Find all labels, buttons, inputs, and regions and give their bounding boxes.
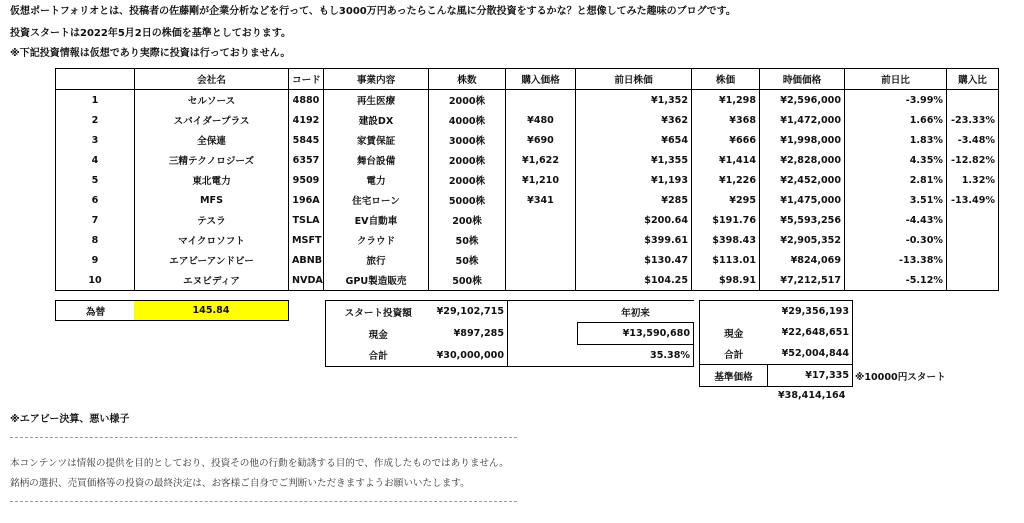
base-price-label: 基準価格	[700, 365, 768, 387]
business: 舞台設備	[324, 150, 429, 170]
ticker-code: ABNB	[289, 250, 324, 270]
header-cell: 前日比	[845, 69, 947, 90]
header-cell: 株数	[429, 69, 506, 90]
ytd-value: ¥13,590,680	[578, 323, 694, 345]
base-price-note: ※10000円スタート	[855, 372, 946, 383]
summary-start-table	[325, 300, 694, 367]
header-cell: 会社名	[135, 69, 289, 90]
prev-price: ¥1,355	[576, 150, 692, 170]
intro-line-3: ※下記投資情報は仮想であり実際に投資は行っておりません。	[10, 48, 291, 59]
purchase-price	[506, 210, 576, 230]
header-cell: 時価価格	[760, 69, 845, 90]
day-change: 1.83%	[845, 130, 947, 150]
purchase-price	[506, 230, 576, 250]
row-number: 9	[56, 250, 135, 270]
market-value: ¥5,593,256	[760, 210, 845, 230]
day-change: -4.43%	[845, 210, 947, 230]
company-name: セルソース	[135, 90, 289, 111]
price: ¥666	[692, 130, 760, 150]
purchase-price	[506, 250, 576, 270]
fx-label: 為替	[55, 300, 136, 321]
prev-price: ¥1,193	[576, 170, 692, 190]
disclaimer-line-1: 本コンテンツは情報の提供を目的としており、投資その他の行動を勧誘する目的で、作成したものではありません。	[10, 458, 509, 469]
purchase-change: -23.33%	[947, 110, 999, 130]
row-number: 4	[56, 150, 135, 170]
current-total-value: ¥52,004,844	[768, 343, 853, 365]
business: クラウド	[324, 230, 429, 250]
table-row	[56, 150, 999, 170]
prev-price: $399.61	[576, 230, 692, 250]
purchase-price: ¥341	[506, 190, 576, 210]
ticker-code: 4880	[289, 90, 324, 111]
start-amount-label: スタート投資額	[326, 301, 431, 323]
company-name: 三精テクノロジーズ	[135, 150, 289, 170]
prev-price: $200.64	[576, 210, 692, 230]
purchase-change: -3.48%	[947, 130, 999, 150]
purchase-price: ¥1,622	[506, 150, 576, 170]
market-value: ¥2,452,000	[760, 170, 845, 190]
business: EV自動車	[324, 210, 429, 230]
shares: 50株	[429, 250, 506, 270]
current-cash-value: ¥22,648,651	[768, 322, 853, 343]
company-name: スパイダープラス	[135, 110, 289, 130]
business: 旅行	[324, 250, 429, 270]
day-change: 4.35%	[845, 150, 947, 170]
shares: 2000株	[429, 150, 506, 170]
market-value: ¥1,998,000	[760, 130, 845, 150]
business: GPU製造販売	[324, 270, 429, 291]
market-value: ¥2,596,000	[760, 90, 845, 111]
market-value: ¥1,475,000	[760, 190, 845, 210]
market-value: ¥7,212,517	[760, 270, 845, 291]
market-value: ¥824,069	[760, 250, 845, 270]
prev-price: ¥654	[576, 130, 692, 150]
header-cell: 株価	[692, 69, 760, 90]
price: ¥368	[692, 110, 760, 130]
row-number: 5	[56, 170, 135, 190]
intro-line-1: 仮想ポートフォリオとは、投稿者の佐藤剛が企業分析などを行って、もし3000万円あったらこんな風に分散投資をするかな？と想像してみた趣味のブログです。	[10, 6, 736, 17]
table-row	[56, 210, 999, 230]
table-row	[56, 190, 999, 210]
business: 家賃保証	[324, 130, 429, 150]
portfolio-table	[55, 68, 999, 291]
company-name: エアビーアンドビー	[135, 250, 289, 270]
shares: 5000株	[429, 190, 506, 210]
shares: 500株	[429, 270, 506, 291]
day-change: -5.12%	[845, 270, 947, 291]
summary-current-table	[699, 300, 853, 387]
extra-value: ¥38,414,164	[778, 390, 846, 401]
day-change: 1.66%	[845, 110, 947, 130]
header-cell: コード	[289, 69, 324, 90]
base-price-value: ¥17,335	[768, 365, 853, 387]
ticker-code: NVDA	[289, 270, 324, 291]
shares: 3000株	[429, 130, 506, 150]
row-number: 1	[56, 90, 135, 111]
start-total-value: ¥30,000,000	[431, 345, 508, 367]
day-change: 2.81%	[845, 170, 947, 190]
airbnb-note: ※エアビー決算、悪い様子	[10, 414, 130, 425]
purchase-change	[947, 230, 999, 250]
day-change: -3.99%	[845, 90, 947, 111]
header-cell: 前日株価	[576, 69, 692, 90]
price: $98.91	[692, 270, 760, 291]
price: $191.76	[692, 210, 760, 230]
market-value: ¥2,905,352	[760, 230, 845, 250]
shares: 4000株	[429, 110, 506, 130]
business: 住宅ローン	[324, 190, 429, 210]
price: $398.43	[692, 230, 760, 250]
table-row	[56, 90, 999, 111]
price: ¥1,298	[692, 90, 760, 111]
disclaimer-line-2: 銘柄の選択、売買価格等の投資の最終決定は、お客様ご自身でご判断いただきますようお願いいたします。	[10, 478, 470, 489]
table-row	[56, 250, 999, 270]
header-cell: 購入価格	[506, 69, 576, 90]
row-number: 3	[56, 130, 135, 150]
row-number: 2	[56, 110, 135, 130]
row-number: 7	[56, 210, 135, 230]
day-change: -13.38%	[845, 250, 947, 270]
ticker-code: 9509	[289, 170, 324, 190]
header-cell: 購入比	[947, 69, 999, 90]
ytd-percent: 35.38%	[578, 345, 694, 367]
purchase-price: ¥480	[506, 110, 576, 130]
purchase-price	[506, 270, 576, 291]
table-row	[56, 170, 999, 190]
company-name: テスラ	[135, 210, 289, 230]
company-name: マイクロソフト	[135, 230, 289, 250]
purchase-change: 1.32%	[947, 170, 999, 190]
shares: 2000株	[429, 170, 506, 190]
table-row	[56, 110, 999, 130]
prev-price: ¥1,352	[576, 90, 692, 111]
business: 建設DX	[324, 110, 429, 130]
ytd-label: 年初来	[578, 301, 694, 323]
ticker-code: 196A	[289, 190, 324, 210]
current-total-label: 合計	[700, 343, 768, 365]
start-amount-value: ¥29,102,715	[431, 301, 508, 323]
table-row	[56, 130, 999, 150]
prev-price: $104.25	[576, 270, 692, 291]
start-total-label: 合計	[326, 345, 431, 367]
day-change: 3.51%	[845, 190, 947, 210]
row-number: 8	[56, 230, 135, 250]
market-value: ¥1,472,000	[760, 110, 845, 130]
divider	[10, 501, 517, 502]
purchase-change: -13.49%	[947, 190, 999, 210]
row-number: 6	[56, 190, 135, 210]
purchase-price: ¥690	[506, 130, 576, 150]
header-cell: 事業内容	[324, 69, 429, 90]
prev-price: ¥285	[576, 190, 692, 210]
start-cash-value: ¥897,285	[431, 323, 508, 345]
purchase-price	[506, 90, 576, 111]
purchase-change	[947, 250, 999, 270]
company-name: 東北電力	[135, 170, 289, 190]
day-change: -0.30%	[845, 230, 947, 250]
ticker-code: 6357	[289, 150, 324, 170]
company-name: 全保連	[135, 130, 289, 150]
purchase-price: ¥1,210	[506, 170, 576, 190]
company-name: エヌビディア	[135, 270, 289, 291]
ticker-code: 4192	[289, 110, 324, 130]
price: $113.01	[692, 250, 760, 270]
prev-price: $130.47	[576, 250, 692, 270]
ticker-code: 5845	[289, 130, 324, 150]
business: 再生医療	[324, 90, 429, 111]
shares: 200株	[429, 210, 506, 230]
purchase-change	[947, 210, 999, 230]
purchase-change	[947, 90, 999, 111]
ticker-code: TSLA	[289, 210, 324, 230]
market-value: ¥2,828,000	[760, 150, 845, 170]
divider	[10, 437, 517, 438]
purchase-change	[947, 270, 999, 291]
shares: 2000株	[429, 90, 506, 111]
purchase-change: -12.82%	[947, 150, 999, 170]
price: ¥295	[692, 190, 760, 210]
start-cash-label: 現金	[326, 323, 431, 345]
fx-rate-value: 145.84	[134, 300, 289, 321]
ticker-code: MSFT	[289, 230, 324, 250]
current-stock-value: ¥29,356,193	[768, 301, 853, 323]
company-name: MFS	[135, 190, 289, 210]
table-header	[56, 69, 999, 90]
table-row	[56, 270, 999, 291]
row-number: 10	[56, 270, 135, 291]
header-cell	[56, 69, 135, 90]
price: ¥1,414	[692, 150, 760, 170]
intro-line-2: 投資スタートは2022年5月2日の株価を基準としております。	[10, 28, 291, 39]
table-row	[56, 230, 999, 250]
business: 電力	[324, 170, 429, 190]
current-cash-label: 現金	[700, 322, 768, 343]
shares: 50株	[429, 230, 506, 250]
prev-price: ¥362	[576, 110, 692, 130]
price: ¥1,226	[692, 170, 760, 190]
